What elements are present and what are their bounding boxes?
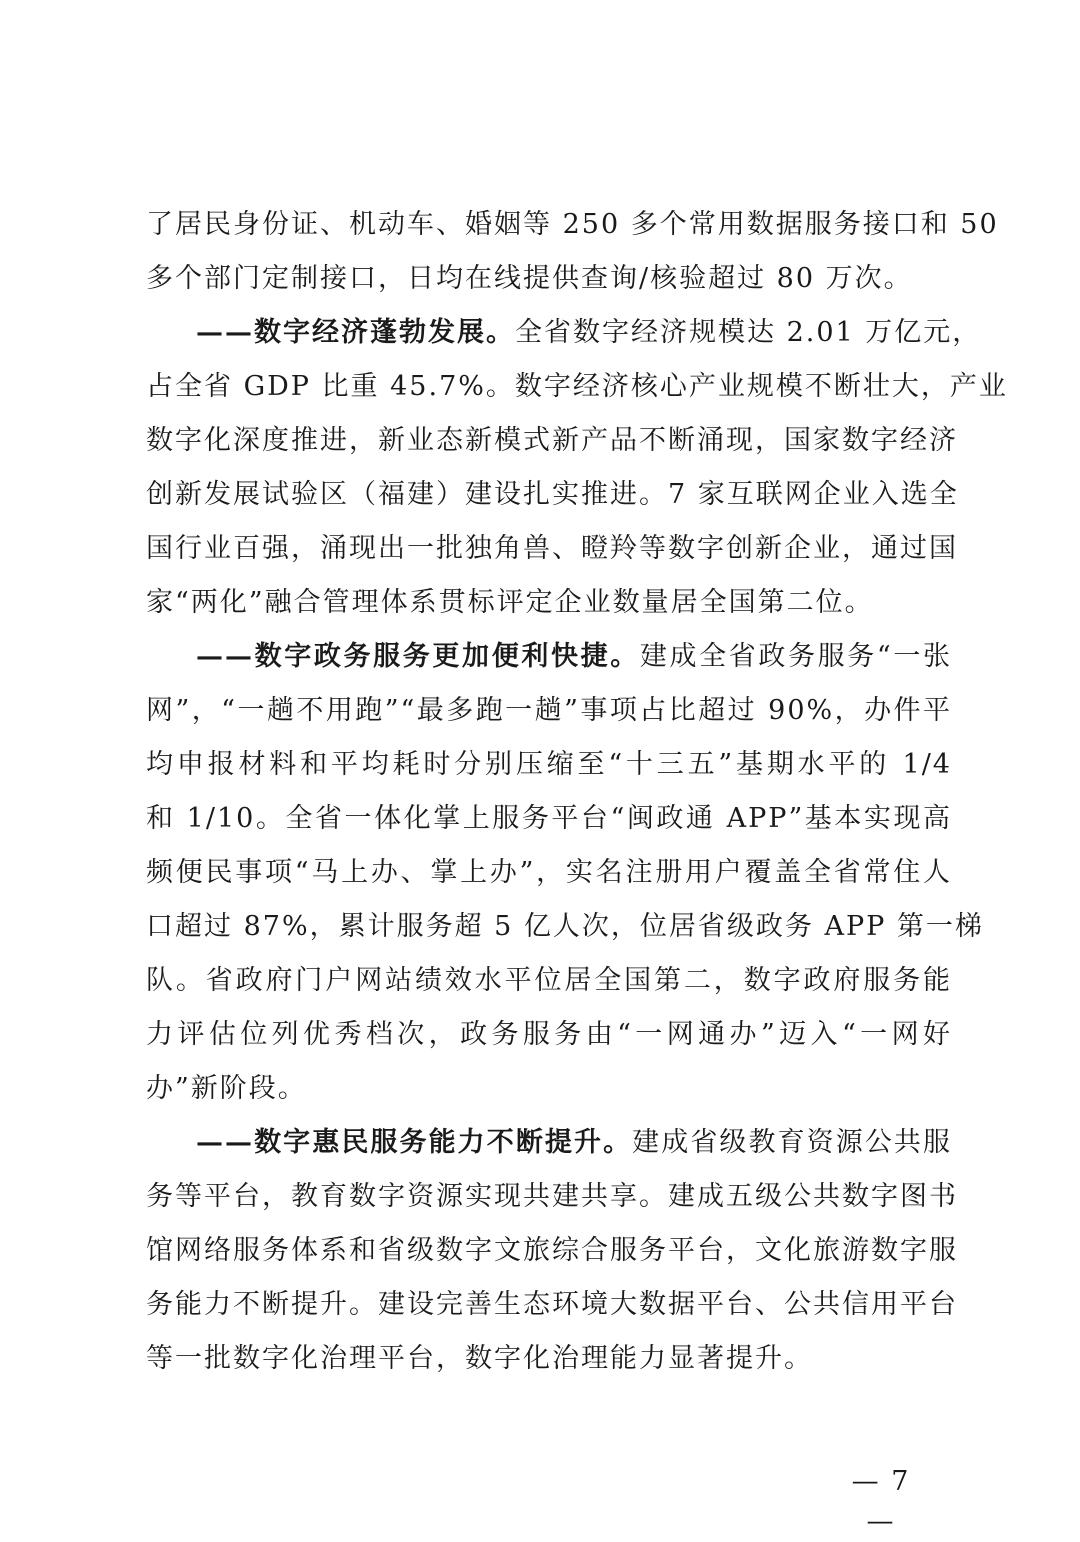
text-line: 家“两化”融合管理体系贯标评定企业数量居全国第二位。	[146, 587, 874, 618]
text-line: 网”，“一趟不用跑”“最多跑一趟”事项占比超过 90%，办件平	[146, 695, 952, 726]
text-line: 占全省 GDP 比重 45.7%。数字经济核心产业规模不断壮大，产业	[146, 371, 1008, 402]
text-line: 队。省政府门户网站绩效水平位居全国第二，数字政府服务能	[146, 965, 952, 996]
text-line: 频便民事项“马上办、掌上办”，实名注册用户覆盖全省常住人	[146, 857, 952, 888]
section-heading-line	[196, 637, 952, 677]
text-line: 力评估位列优秀档次，政务服务由“一网通办”迈入“一网好	[146, 1019, 952, 1050]
section-heading-digital-economy: ——数字经济蓬勃发展。	[196, 317, 515, 348]
text-line: 了居民身份证、机动车、婚姻等 250 多个常用数据服务接口和 50	[146, 209, 999, 240]
section-text: 建成全省政务服务“一张	[639, 641, 952, 672]
text-line: 口超过 87%，累计服务超 5 亿人次，位居省级政务 APP 第一梯	[146, 911, 984, 942]
section-text: 全省数字经济规模达 2.01 万亿元，	[515, 317, 982, 348]
text-line: 等一批数字化治理平台，数字化治理能力显著提升。	[146, 1343, 813, 1374]
section-heading-line	[196, 313, 982, 353]
text-line: 和 1/10。全省一体化掌上服务平台“闽政通 APP”基本实现高	[146, 803, 952, 834]
section-text: 建成省级教育资源公共服	[632, 1127, 953, 1158]
text-line: 国行业百强，涌现出一批独角兽、瞪羚等数字创新企业，通过国	[146, 533, 958, 564]
text-line: 办”新阶段。	[146, 1073, 307, 1104]
text-line: 多个部门定制接口，日均在线提供查询/核验超过 80 万次。	[146, 263, 913, 294]
text-line: 均申报材料和平均耗时分别压缩至“十三五”基期水平的 1/4	[146, 749, 952, 780]
text-line: 务等平台，教育数字资源实现共建共享。建成五级公共数字图书	[146, 1181, 958, 1212]
section-heading-digital-public-services: ——数字惠民服务能力不断提升。	[196, 1127, 633, 1158]
page-number: — 7 —	[851, 1466, 911, 1537]
text-line: 务能力不断提升。建设完善生态环境大数据平台、公共信用平台	[146, 1289, 958, 1320]
section-heading-digital-government: ——数字政务服务更加便利快捷。	[196, 641, 640, 672]
text-line: 数字化深度推进，新业态新模式新产品不断涌现，国家数字经济	[146, 425, 958, 456]
text-line: 馆网络服务体系和省级数字文旅综合服务平台，文化旅游数字服	[146, 1235, 958, 1266]
section-heading-line	[196, 1123, 952, 1163]
text-line: 创新发展试验区（福建）建设扎实推进。7 家互联网企业入选全	[146, 479, 959, 510]
